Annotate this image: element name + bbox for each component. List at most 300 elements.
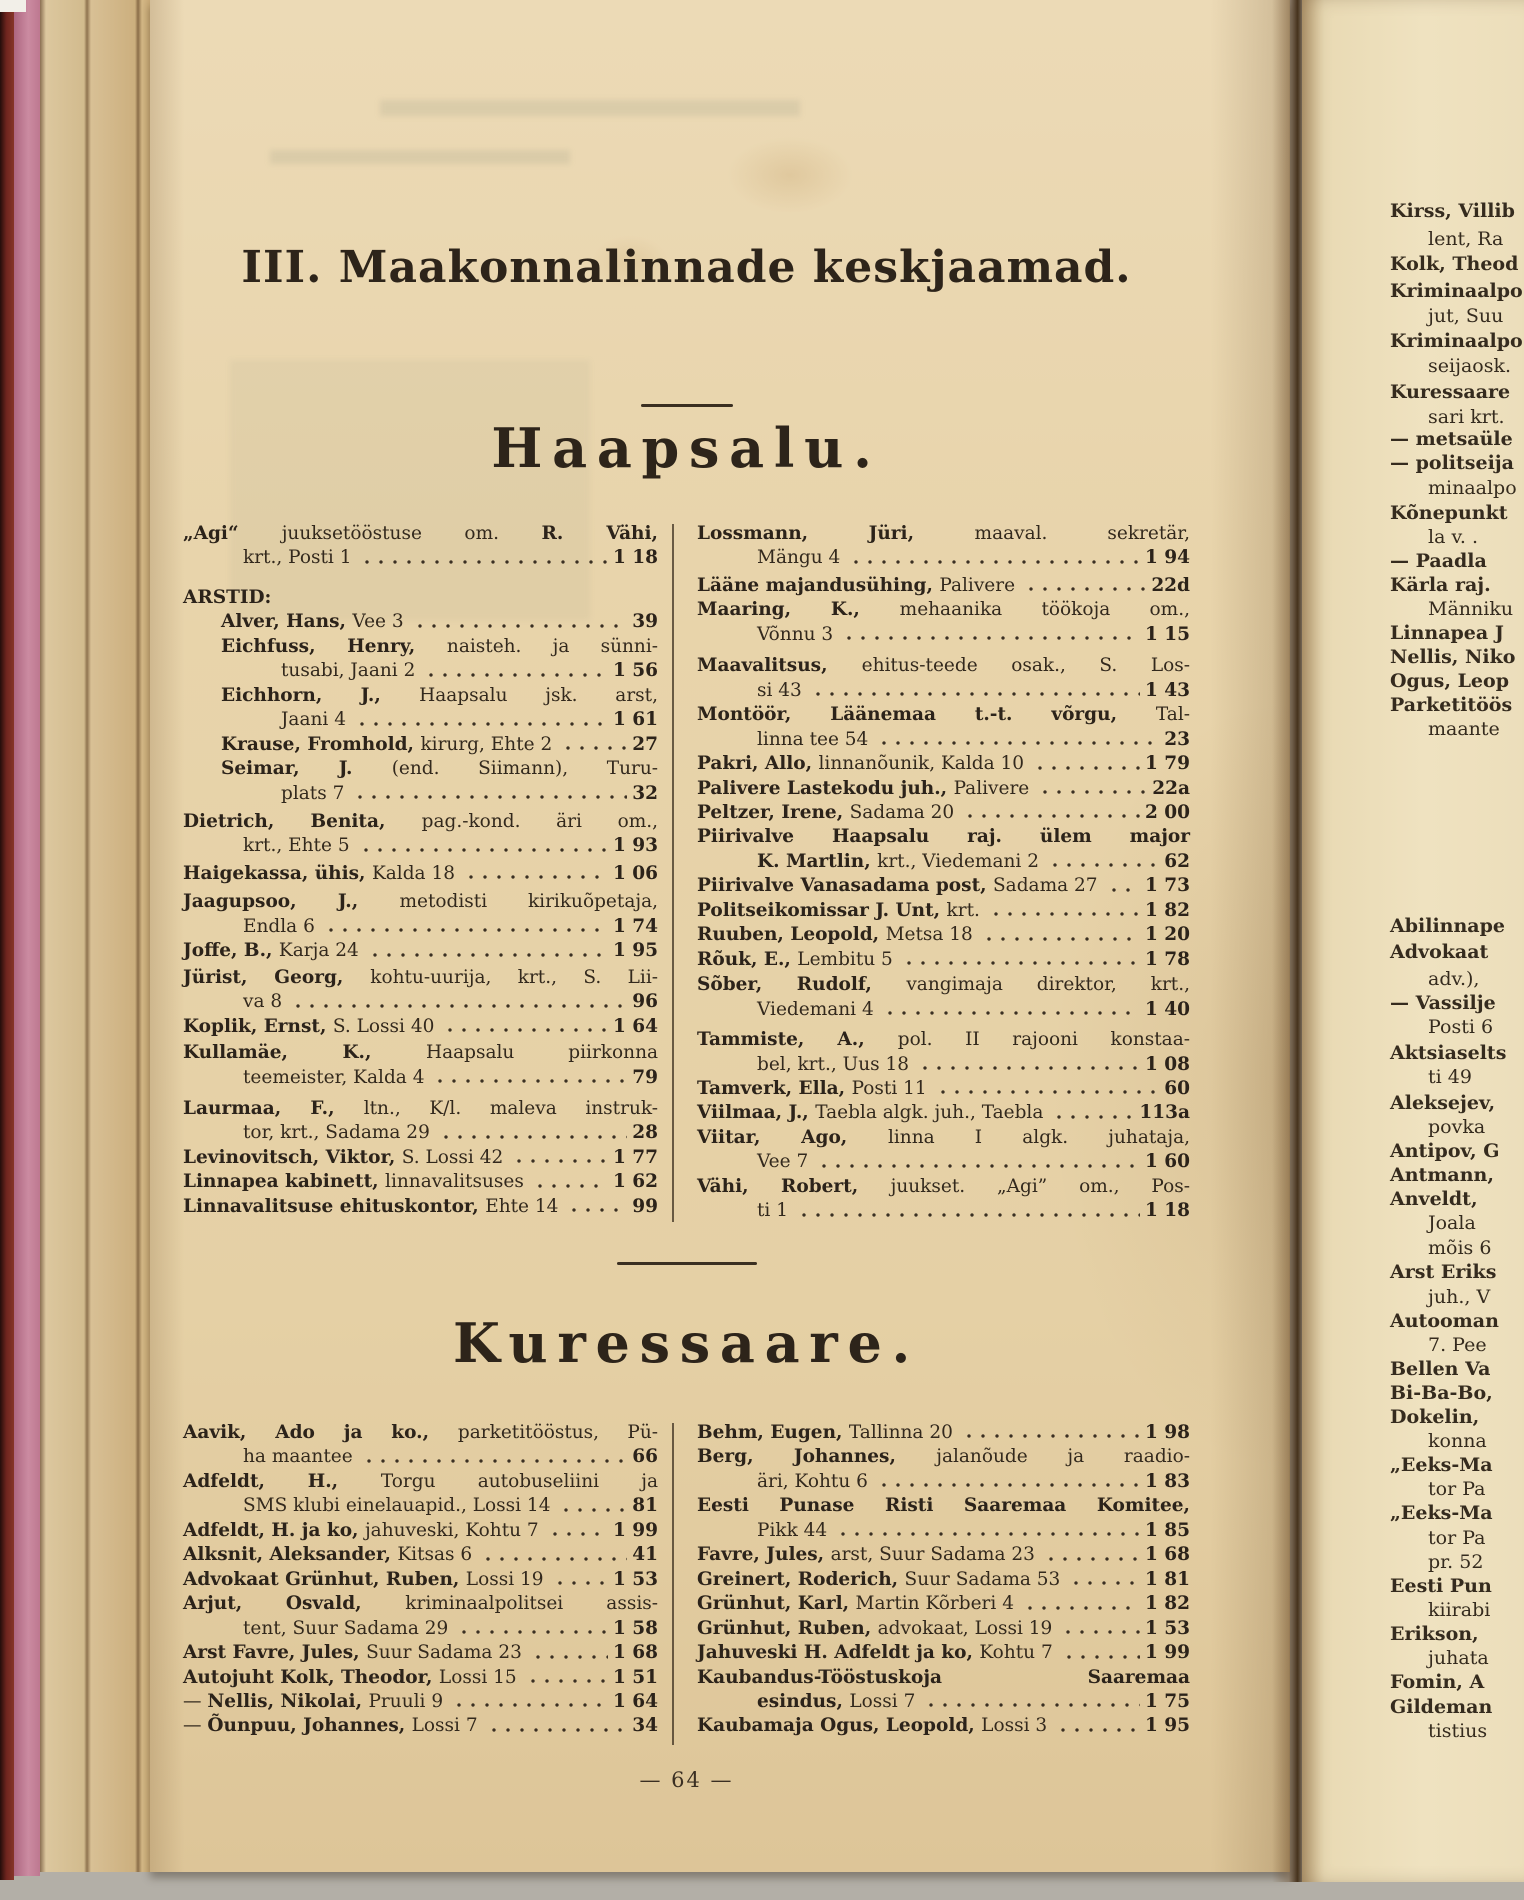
dot-leader <box>840 623 1140 647</box>
entry-line <box>697 1714 1190 1738</box>
entry-text: ehitus-teede osak., S. Los- <box>861 655 1191 677</box>
entry-name: Kaubamaja Ogus, Leopold, <box>697 1715 982 1737</box>
directory-entry <box>697 654 1190 703</box>
entry-text: vangimaja direktor, krt., <box>906 974 1190 996</box>
dot-leader <box>524 1666 608 1690</box>
phone-number: 113a <box>1139 1102 1190 1124</box>
entry-line <box>697 973 1190 997</box>
entry-text: Võnnu 3 <box>757 623 834 645</box>
entry-text: Torgu autobuseliini ja <box>380 1470 658 1492</box>
dot-leader <box>961 801 1140 825</box>
facing-page-text: seijaosk. <box>1428 355 1512 377</box>
directory-entry <box>697 1666 1190 1715</box>
directory-entry <box>697 777 1190 801</box>
entry-text: jahuveski, Kohtu 7 <box>364 1519 539 1541</box>
directory-entry <box>697 1592 1190 1616</box>
dot-leader <box>289 990 627 1014</box>
column-right <box>697 522 1190 1224</box>
phone-number: 99 <box>632 1195 658 1217</box>
facing-page-text: lent, Ra <box>1428 228 1504 250</box>
phone-number: 1 62 <box>612 1171 658 1193</box>
phone-number: 1 95 <box>1144 1715 1190 1737</box>
facing-page-lines <box>1302 0 1524 1882</box>
facing-page-text: Abilinnape <box>1390 915 1505 937</box>
entry-name: Eichhorn, J., <box>221 684 420 706</box>
directory-entry <box>183 939 658 963</box>
phone-number: 1 82 <box>1144 1593 1190 1615</box>
entry-name: Rõuk, E., <box>697 948 798 970</box>
entry-name: R. Vähi, <box>541 523 658 544</box>
entry-name: Berg, Johannes, <box>697 1446 937 1468</box>
entry-name: Nellis, Nikolai, <box>207 1690 369 1712</box>
entry-line <box>697 899 1190 923</box>
entry-name: Tammiste, A., <box>697 1029 898 1051</box>
dot-leader <box>1105 874 1140 898</box>
facing-page-text: mõis 6 <box>1428 1237 1492 1259</box>
entry-text: Sadama 20 <box>849 801 955 823</box>
entry-text: juukset. „Agi” om., Pos- <box>890 1175 1190 1197</box>
entry-text: äri, Kohtu 6 <box>757 1470 868 1492</box>
phone-number: 22a <box>1152 777 1190 799</box>
facing-page-text: maante <box>1428 718 1500 740</box>
entry-name: Tamverk, Ella, <box>697 1077 852 1099</box>
entry-line <box>183 939 658 963</box>
stacked-page-edges <box>40 0 150 1872</box>
dot-leader <box>900 948 1140 972</box>
entry-line <box>183 915 658 939</box>
entry-name: Seimar, J. <box>221 758 392 780</box>
facing-page-text: Kärla raj. <box>1390 574 1491 596</box>
directory-columns-haapsalu <box>183 522 1191 1222</box>
entry-name: Piirivalve Vanasadama post, <box>697 875 993 897</box>
entry-text: juuksetööstuse om. <box>281 523 542 544</box>
dot-leader <box>1046 850 1159 874</box>
directory-entry <box>697 1101 1190 1125</box>
facing-page-text: 7. Pee <box>1428 1334 1487 1356</box>
entry-text: Palivere <box>953 777 1030 799</box>
entry-text: jalanõude ja raadio- <box>936 1446 1190 1468</box>
entry-text: naisteh. ja sünni- <box>446 635 658 657</box>
entry-text: mehaanika töökoja om., <box>899 599 1190 621</box>
dot-leader <box>922 1690 1140 1714</box>
entry-name: Eesti Punase Risti Saaremaa Komitee, <box>697 1495 1190 1517</box>
dot-leader <box>1036 777 1147 801</box>
phone-number: 1 64 <box>612 1690 658 1712</box>
phone-number: 1 43 <box>1144 679 1190 701</box>
directory-entry <box>697 948 1190 972</box>
phone-number: 1 68 <box>1144 1544 1190 1566</box>
entry-text: bel, krt., Uus 18 <box>757 1053 910 1075</box>
facing-page-text: Anveldt, <box>1390 1188 1478 1210</box>
entry-text: S. Lossi 40 <box>332 1015 435 1037</box>
phone-number: 1 99 <box>1144 1642 1190 1664</box>
facing-page-text: juhata <box>1428 1647 1489 1669</box>
directory-entry <box>183 1666 658 1690</box>
page-title: III. Maakonnalinnade keskjaamad. <box>241 242 1132 293</box>
entry-text: Lossi 7 <box>849 1690 916 1712</box>
entry-line <box>697 1445 1190 1469</box>
dot-leader <box>1059 1617 1140 1641</box>
entry-name: Adfeldt, H., <box>183 1470 381 1492</box>
entry-text: Mängu 4 <box>757 547 841 569</box>
phone-number: 96 <box>632 991 658 1013</box>
facing-page-text: juh., V <box>1428 1286 1491 1308</box>
phone-number: 39 <box>632 611 658 633</box>
dot-leader <box>809 679 1140 703</box>
entry-name: Alksnit, Aleksander, <box>183 1544 398 1566</box>
entry-text: linna tee 54 <box>757 728 869 750</box>
entry-text: Endla 6 <box>243 915 315 937</box>
entry-line <box>183 1543 658 1567</box>
entry-line <box>697 654 1190 678</box>
directory-entry <box>697 923 1190 947</box>
entry-line <box>697 801 1190 825</box>
dot-leader <box>351 782 627 806</box>
phone-number: 1 53 <box>1144 1617 1190 1639</box>
phone-number: 23 <box>1164 728 1190 750</box>
entry-line <box>183 1494 658 1518</box>
entry-text: advokaat, Lossi 19 <box>877 1617 1053 1639</box>
entry-text: SMS klubi einelauapid., Lossi 14 <box>243 1495 551 1517</box>
entry-line <box>183 684 658 708</box>
entry-text: linnanõunik, Kalda 10 <box>818 753 1025 775</box>
entry-name: Grünhut, Ruben, <box>697 1617 878 1639</box>
entry-name: Behm, Eugen, <box>697 1422 849 1443</box>
entry-line <box>183 1170 658 1194</box>
entry-text: si 43 <box>757 679 802 701</box>
directory-entry <box>183 1568 658 1592</box>
column-divider-rule <box>672 524 674 1222</box>
entry-text: tent, Suur Sadama 29 <box>243 1617 449 1639</box>
phone-number: 1 85 <box>1144 1519 1190 1541</box>
entry-name: Linnapea kabinett, <box>183 1171 386 1193</box>
entry-line <box>697 1592 1190 1616</box>
dot-leader <box>875 728 1159 752</box>
directory-entry <box>183 1470 658 1519</box>
scan-corner <box>0 0 26 12</box>
entry-name: Piirivalve Haapsalu raj. ülem major <box>697 826 1190 848</box>
dot-leader <box>360 1445 628 1469</box>
entry-name: Kaubandus-Tööstuskoja Saaremaa <box>697 1666 1190 1688</box>
entry-line <box>697 1028 1190 1052</box>
entry-name: Palivere Lastekodu juh., <box>697 777 954 799</box>
entry-line <box>697 1666 1190 1690</box>
directory-entry <box>183 586 658 610</box>
directory-entry <box>183 733 658 757</box>
entry-line <box>183 890 658 914</box>
entry-name: Sõber, Rudolf, <box>697 974 907 996</box>
phone-number: 1 94 <box>1144 547 1190 569</box>
entry-text: Tal- <box>1155 704 1190 726</box>
facing-page-text: ti 49 <box>1428 1066 1472 1088</box>
directory-entry <box>183 1041 658 1090</box>
entry-name: Greinert, Roderich, <box>697 1568 905 1590</box>
entry-text: Suur Sadama 53 <box>904 1568 1061 1590</box>
title-divider-rule <box>641 404 733 407</box>
dot-leader <box>462 862 608 886</box>
dot-leader <box>450 1690 608 1714</box>
phone-number: 1 74 <box>612 915 658 937</box>
facing-page-text: sari krt. <box>1428 406 1505 428</box>
directory-entry <box>183 684 658 733</box>
entry-name: Maaring, K., <box>697 599 900 621</box>
entry-line <box>183 1066 658 1090</box>
entry-text: kohtu-uurija, krt., S. Lii- <box>370 966 658 988</box>
facing-page-text: Arst Eriks <box>1390 1261 1497 1283</box>
directory-entry <box>183 862 658 886</box>
entry-name: Lossmann, Jüri, <box>697 523 975 544</box>
entry-line <box>697 874 1190 898</box>
phone-number: 28 <box>632 1122 658 1144</box>
entry-name: Vähi, Robert, <box>697 1175 891 1197</box>
entry-name: ARSTID: <box>183 586 272 608</box>
entry-text: metodisti kirikuõpetaja, <box>399 891 658 913</box>
entry-name: Alver, Hans, <box>221 611 353 633</box>
phone-number: 1 08 <box>1144 1053 1190 1075</box>
dot-leader <box>529 1641 608 1665</box>
entry-text: ti 1 <box>757 1200 789 1222</box>
directory-entry <box>697 703 1190 752</box>
entry-text: Haapsalu piirkonna <box>425 1042 659 1064</box>
directory-entry <box>183 610 658 634</box>
directory-entry <box>697 1421 1190 1445</box>
entry-line <box>183 1470 658 1494</box>
entry-text: Haapsalu jsk. arst, <box>419 684 658 706</box>
entry-line <box>183 1097 658 1121</box>
dot-leader <box>1054 1714 1140 1738</box>
entry-line <box>697 1470 1190 1494</box>
dot-leader <box>431 1066 627 1090</box>
phone-number: 1 79 <box>1144 753 1190 775</box>
entry-line <box>697 1568 1190 1592</box>
entry-line <box>697 679 1190 703</box>
dot-leader <box>875 1470 1140 1494</box>
entry-line <box>183 966 658 990</box>
phone-number: 1 78 <box>1144 948 1190 970</box>
entry-text: linna I algk. juhataja, <box>887 1126 1190 1148</box>
facing-page-text: pr. 52 <box>1428 1551 1484 1573</box>
facing-page-text: — politseija <box>1390 452 1514 474</box>
entry-line <box>183 1690 658 1714</box>
entry-line <box>183 757 658 781</box>
dot-leader <box>357 834 608 858</box>
entry-line <box>697 623 1190 647</box>
facing-page-text: Kuressaare <box>1390 381 1511 403</box>
facing-page-text: adv.), <box>1428 968 1480 990</box>
entry-text: — <box>183 1690 208 1712</box>
entry-text: Sadama 27 <box>993 875 1098 897</box>
directory-entry <box>183 522 658 571</box>
facing-page-text: — Vassilje <box>1390 992 1496 1014</box>
entry-line <box>183 1041 658 1065</box>
entry-line <box>183 1015 658 1039</box>
phone-number: 41 <box>632 1544 658 1566</box>
phone-number: 1 40 <box>1144 998 1190 1020</box>
phone-number: 27 <box>632 733 658 755</box>
facing-page-text: Aktsiaselts <box>1390 1042 1507 1064</box>
phone-number: 1 95 <box>612 940 658 962</box>
entry-text: pol. II rajooni konstaa- <box>897 1029 1190 1051</box>
dot-leader <box>795 1199 1140 1223</box>
phone-number: 32 <box>632 782 658 804</box>
entry-name: Advokaat Grünhut, Ruben, <box>183 1568 466 1590</box>
facing-page-text: povka <box>1428 1116 1486 1138</box>
phone-number: 1 68 <box>612 1642 658 1664</box>
directory-entry <box>697 752 1190 776</box>
dot-leader <box>1022 574 1146 598</box>
entry-name: Viitar, Ago, <box>697 1126 888 1148</box>
phone-number: 1 64 <box>612 1015 658 1037</box>
facing-page-text: tor Pa <box>1428 1478 1486 1500</box>
dot-leader <box>546 1519 608 1543</box>
phone-number: 1 81 <box>1144 1568 1190 1590</box>
entry-text: Kalda 18 <box>371 862 455 884</box>
entry-line <box>183 1714 658 1738</box>
entry-name: Viilmaa, J., <box>697 1102 816 1124</box>
directory-entry <box>697 1568 1190 1592</box>
entry-text: pag.-kond. äri om., <box>421 810 659 832</box>
dot-leader <box>847 546 1140 570</box>
entry-line <box>697 923 1190 947</box>
book-cover-edge <box>0 0 14 1880</box>
entry-line <box>697 850 1190 874</box>
entry-name: Koplik, Ernst, <box>183 1015 333 1037</box>
entry-text: arst, Suur Sadama 23 <box>830 1544 1035 1566</box>
entry-name: Haigekassa, ühis, <box>183 862 372 884</box>
entry-line <box>183 1592 658 1616</box>
entry-name: Jahuveski H. Adfeldt ja ko, <box>697 1642 980 1664</box>
facing-page-text: Erikson, <box>1390 1623 1479 1645</box>
facing-page-text: Bellen Va <box>1390 1358 1491 1380</box>
directory-entry <box>183 1519 658 1543</box>
entry-line <box>697 998 1190 1022</box>
dot-leader <box>353 708 608 732</box>
facing-page-text: „Eeks-Ma <box>1390 1502 1493 1524</box>
facing-page-text: tor Pa <box>1428 1527 1486 1549</box>
phone-number: 81 <box>632 1495 658 1517</box>
phone-number: 22d <box>1151 574 1190 596</box>
column-left <box>183 522 658 1219</box>
entry-text: Ehte 14 <box>485 1195 559 1217</box>
directory-entry <box>697 1714 1190 1738</box>
dot-leader <box>485 1714 628 1738</box>
entry-line <box>183 610 658 634</box>
entry-text: Karja 24 <box>278 940 359 962</box>
entry-text: Vee 7 <box>757 1151 809 1173</box>
facing-page-text: — Paadla <box>1390 550 1487 572</box>
entry-line <box>183 1121 658 1145</box>
facing-page-text: Linnapea J <box>1390 622 1504 644</box>
section-heading-kuressaare: Kuressaare. <box>452 1311 921 1375</box>
phone-number: 60 <box>1164 1077 1190 1099</box>
facing-page-text: Advokaat <box>1390 941 1489 963</box>
directory-entry <box>183 890 658 939</box>
entry-name: Linnavalitsuse ehituskontor, <box>183 1195 486 1217</box>
phone-number: 1 73 <box>1144 875 1190 897</box>
dot-leader <box>815 1150 1140 1174</box>
dot-leader <box>551 1568 608 1592</box>
facing-page-text: Antipov, G <box>1390 1140 1500 1162</box>
phone-number: 1 18 <box>1144 1200 1190 1222</box>
entry-name: Laurmaa, F., <box>183 1097 364 1119</box>
entry-text: Tallinna 20 <box>848 1422 953 1443</box>
directory-columns-kuressaare <box>183 1421 1190 1739</box>
directory-entry <box>697 1445 1190 1494</box>
dot-leader <box>531 1170 608 1194</box>
phone-number: 1 93 <box>612 835 658 857</box>
dot-leader <box>565 1195 627 1219</box>
phone-number: 1 61 <box>612 709 658 731</box>
entry-name: Arst Favre, Jules, <box>183 1642 367 1664</box>
endpaper-edge <box>14 0 40 1876</box>
entry-line <box>697 1175 1190 1199</box>
entry-text: parketitööstus, Pü- <box>457 1422 658 1443</box>
entry-text: Pruuli 9 <box>368 1690 444 1712</box>
phone-number: 2 00 <box>1144 801 1190 823</box>
phone-number: 1 77 <box>612 1146 658 1168</box>
directory-entry <box>183 1195 658 1219</box>
phone-number: 1 53 <box>612 1568 658 1590</box>
facing-page-text: Kriminaalpo <box>1390 280 1523 302</box>
entry-name: K. Martlin, <box>757 850 878 872</box>
entry-line <box>697 574 1190 598</box>
entry-text: Martin Kõrberi 4 <box>855 1593 1014 1615</box>
entry-name: Aavik, Ado ja ko., <box>183 1422 458 1443</box>
entry-text: teemeister, Kalda 4 <box>243 1066 425 1088</box>
dot-leader <box>510 1146 608 1170</box>
entry-line <box>697 703 1190 727</box>
entry-name: Kullamäe, K., <box>183 1042 426 1064</box>
entry-line <box>183 1421 658 1445</box>
facing-page-text: Parketitöös <box>1390 694 1513 716</box>
phone-number: 1 75 <box>1144 1690 1190 1712</box>
directory-entry <box>183 1592 658 1641</box>
entry-line <box>183 1195 658 1219</box>
entry-text: Viedemani 4 <box>757 998 874 1020</box>
directory-entry <box>697 1077 1190 1101</box>
entry-line <box>183 1666 658 1690</box>
dot-leader <box>322 915 608 939</box>
directory-entry <box>183 966 658 1015</box>
entry-text: tusabi, Jaani 2 <box>281 660 416 682</box>
entry-line <box>697 728 1190 752</box>
phone-number: 79 <box>632 1066 658 1088</box>
dot-leader <box>1042 1543 1140 1567</box>
facing-page <box>1302 0 1524 1882</box>
entry-name: Politseikomissar J. Unt, <box>697 899 947 921</box>
phone-number: 34 <box>632 1715 658 1737</box>
directory-entry <box>183 1097 658 1146</box>
entry-text: va 8 <box>243 991 283 1013</box>
entry-line <box>697 1150 1190 1174</box>
entry-line <box>697 1077 1190 1101</box>
column-right <box>697 1421 1190 1739</box>
dot-leader <box>358 546 607 570</box>
entry-text: (end. Siimann), Turu- <box>391 758 658 780</box>
entry-line <box>183 546 658 570</box>
entry-name: Lääne majandusühing, <box>697 574 940 596</box>
entry-name: Montöör, Läänemaa t.-t. võrgu, <box>697 704 1156 726</box>
dot-leader <box>987 899 1140 923</box>
facing-page-text: Eesti Pun <box>1390 1575 1492 1597</box>
entry-line <box>697 1053 1190 1077</box>
facing-page-text: „Eeks-Ma <box>1390 1454 1493 1476</box>
directory-page <box>150 0 1290 1872</box>
phone-number: 66 <box>632 1446 658 1468</box>
entry-line <box>697 1126 1190 1150</box>
entry-text: Jaani 4 <box>281 709 346 731</box>
directory-entry <box>183 1146 658 1170</box>
